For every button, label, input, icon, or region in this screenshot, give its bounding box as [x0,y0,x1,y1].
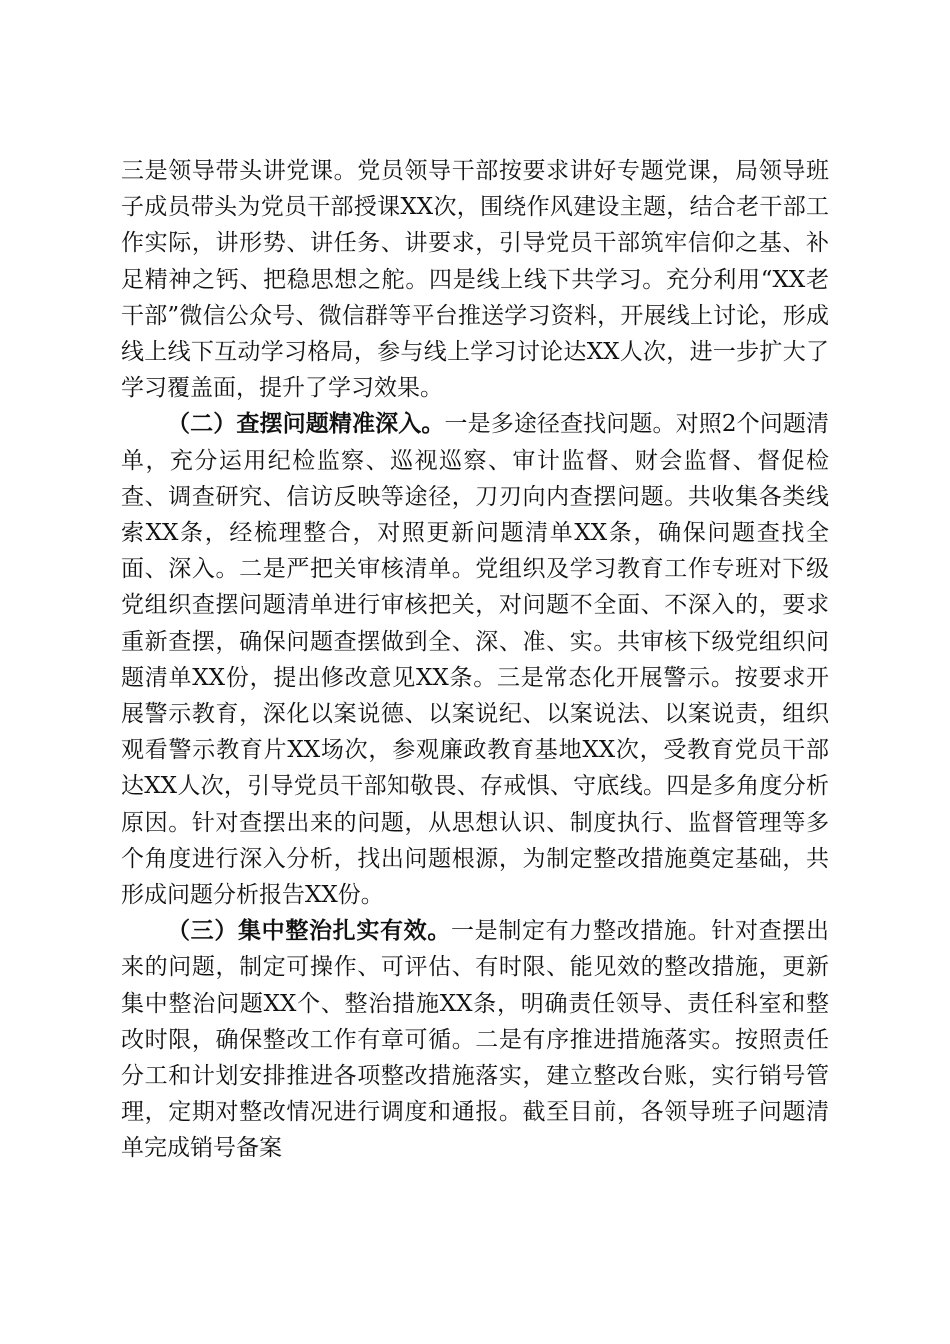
paragraph-problem-finding [121,406,829,913]
paragraph-text: 三是领导带头讲党课。党员领导干部按要求讲好专题党课，局领导班子成员带头为党员干部授课XX次，围绕作风建设主题，结合老干部工作实际，讲形势、讲任务、讲要求，引导党员干部筑牢信仰之基、补足精神之钙、把稳思想之舵。四是线上线下共学习。充分利用“XX老干部”微信公众号、微信群等平台推送学习资料，开展线上讨论，形成线上线下互动学习格局，参与线上学习讨论达XX人次，进一步扩大了学习覆盖面，提升了学习效果。 [121,158,829,402]
document-body [121,153,829,1167]
paragraph-text: 一是多途径查找问题。对照2个问题清单，充分运用纪检监察、巡视巡察、审计监督、财会监督、督促检查、调查研究、信访反映等途径，刀刃向内查摆问题。共收集各类线索XX条，经梳理整合，对照更新问题清单XX条，确保问题查找全面、深入。二是严把关审核清单。党组织及学习教育工作专班对下级党组织查摆问题清单进行审核把关，对问题不全面、不深入的，要求重新查摆，确保问题查摆做到全、深、准、实。共审核下级党组织问题清单XX份，提出修改意见XX条。三是常态化开展警示。按要求开展警示教育，深化以案说德、以案说纪、以案说法、以案说责，组织观看警示教育片XX场次，参观廉政教育基地XX次，受教育党员干部达XX人次，引导党员干部知敬畏、存戒惧、守底线。四是多角度分析原因。针对查摆出来的问题，从思想认识、制度执行、监督管理等多个角度进行深入分析，找出问题根源，为制定整改措施奠定基础，共形成问题分析报告XX份。 [121,411,830,909]
paragraph-text: 一是制定有力整改措施。针对查摆出来的问题，制定可操作、可评估、有时限、能见效的整改措施，更新集中整治问题XX个、整治措施XX条，明确责任领导、责任科室和整改时限，确保整改工作有章可循。二是有序推进措施落实。按照责任分工和计划安排推进各项整改措施落实，建立整改台账，实行销号管理，定期对整改情况进行调度和通报。截至目前，各领导班子问题清单完成销号备案 [121,918,830,1162]
section-heading: （二）查摆问题精准深入。 [167,410,445,438]
section-heading: （三）集中整治扎实有效。 [167,917,451,945]
paragraph-rectification [121,913,829,1166]
paragraph-study [121,153,829,406]
